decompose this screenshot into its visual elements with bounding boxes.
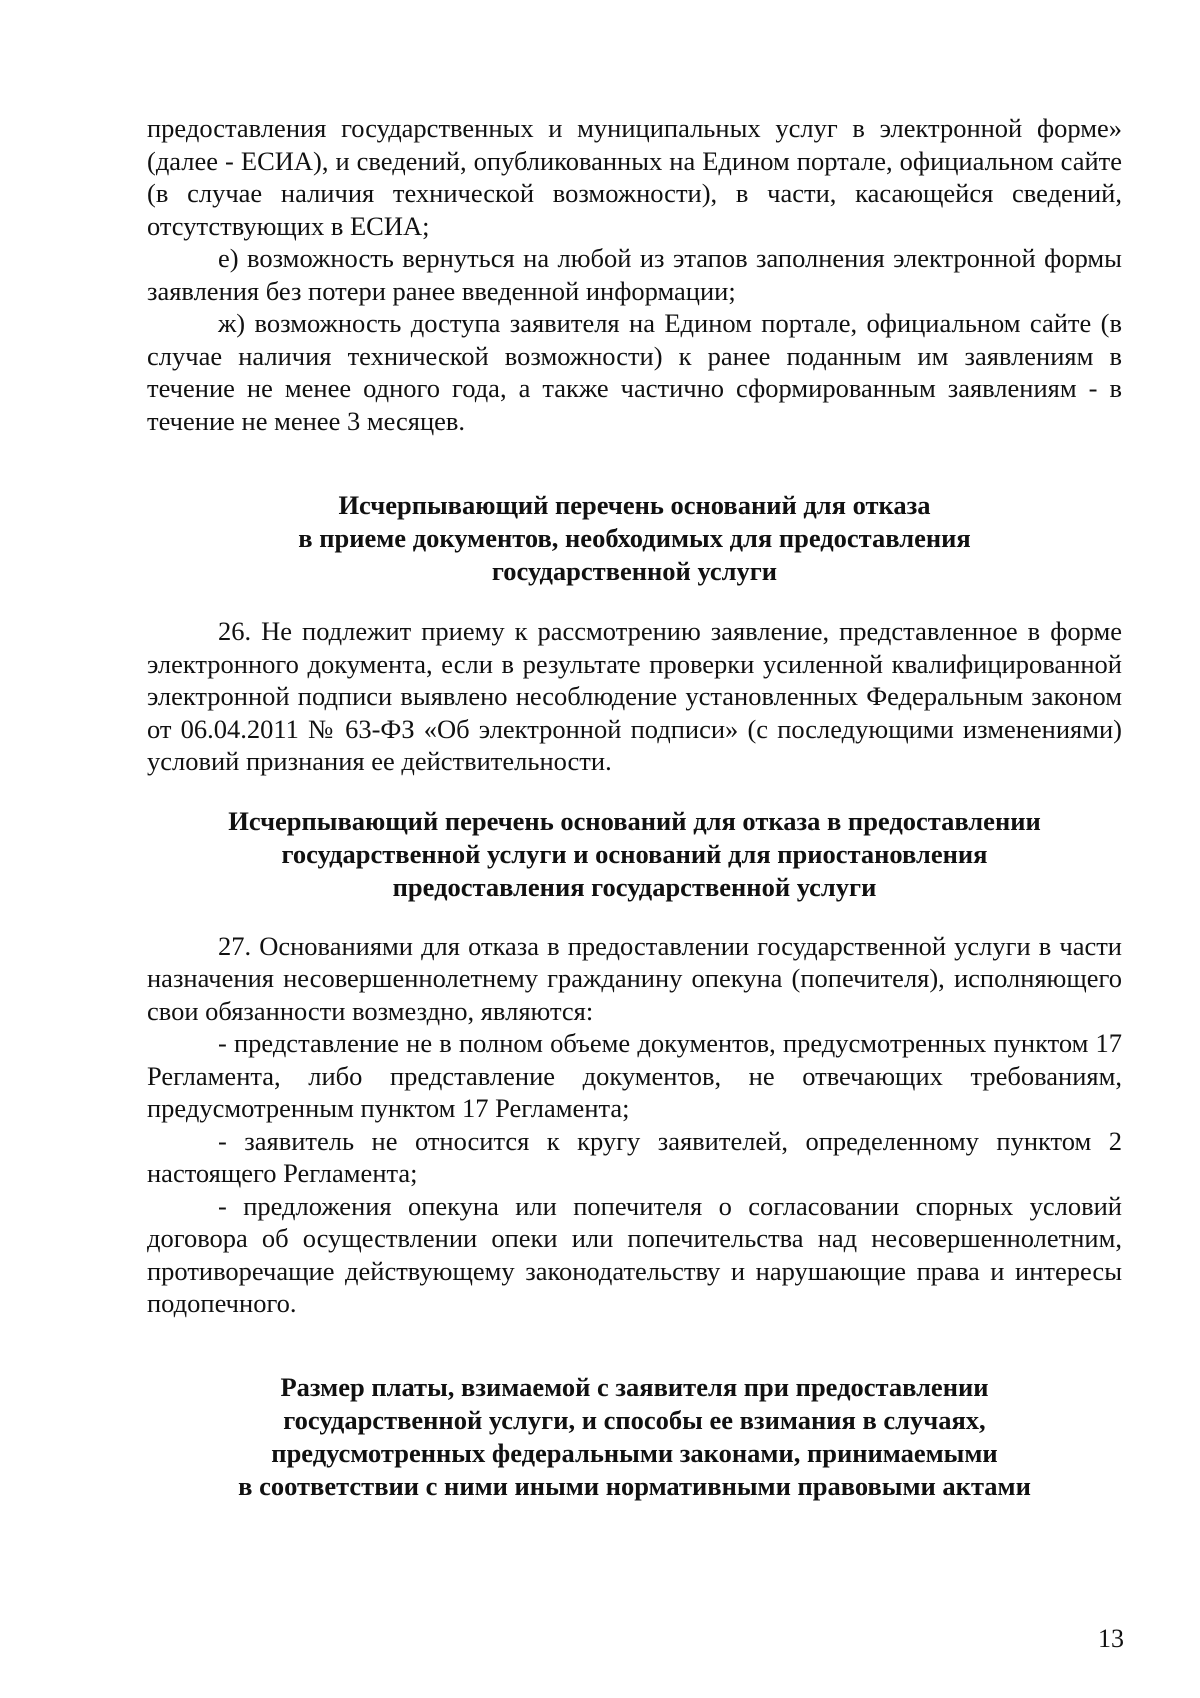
heading-line: Размер платы, взимаемой с заявителя при предоставлении: [280, 1371, 989, 1402]
spacer: [147, 1320, 1122, 1371]
page-content: [147, 112, 1122, 1503]
section-heading-fee: [147, 1371, 1122, 1503]
heading-line: Исчерпывающий перечень оснований для отказа в предоставлении: [228, 805, 1041, 836]
heading-line: предусмотренных федеральными законами, принимаемыми: [271, 1437, 998, 1468]
intro-continuation-paragraph: предоставления государственных и муниципальных услуг в электронной форме» (далее - ЕСИА), и сведений, опубликованных на Едином портале, официальном сайте (в случае наличия технической возможности), в части, касающейся сведений, отсутствующих в ЕСИА;: [147, 113, 1122, 241]
spacer: [147, 778, 1122, 805]
section-heading-refusal-acceptance: [147, 489, 1122, 588]
heading-line: Исчерпывающий перечень оснований для отказа: [338, 490, 931, 520]
spacer: [147, 904, 1122, 930]
bullet-item: - представление не в полном объеме документов, предусмотренных пунктом 17 Регламента, либо представление документов, не отвечающих требованиям, предусмотренным пунктом 17 Регламента;: [147, 1028, 1122, 1123]
section-heading-refusal-service: [147, 805, 1122, 904]
bullet-item: - предложения опекуна или попечителя о согласовании спорных условий договора об осуществлении опеки или попечительства над несовершеннолетним, противоречащие действующему законодательству и нарушающие права и интересы подопечного.: [147, 1190, 1122, 1318]
heading-line: государственной услуги и оснований для приостановления: [281, 838, 988, 869]
heading-line: предоставления государственной услуги: [392, 871, 877, 902]
paragraph-26: 26. Не подлежит приему к рассмотрению заявление, представленное в форме электронного документа, если в результате проверки усиленной квалифицированной электронной подписи выявлено несоблюдение установленных Федеральным законом от 06.04.2011 № 63-ФЗ «Об электронной подписи» (с последующими изменениями) условий признания ее действительности.: [147, 616, 1122, 776]
heading-line: государственной услуги, и способы ее взимания в случаях,: [283, 1404, 986, 1435]
list-item-zh: ж) возможность доступа заявителя на Едином портале, официальном сайте (в случае наличия технической возможности) к ранее поданным им заявлениям в течение не менее одного года, а также частично сформированным заявлениям - в течение не менее 3 месяцев.: [147, 308, 1122, 436]
spacer: [147, 437, 1122, 489]
spacer: [147, 588, 1122, 615]
heading-line: в приеме документов, необходимых для предоставления: [298, 523, 971, 553]
heading-line: государственной услуги: [491, 556, 778, 586]
bullet-item: - заявитель не относится к кругу заявителей, определенному пунктом 2 настоящего Регламента;: [147, 1125, 1122, 1188]
heading-line: в соответствии с ними иными нормативными правовыми актами: [238, 1470, 1031, 1501]
page-number: 13: [1098, 1624, 1124, 1653]
list-item-e: е) возможность вернуться на любой из этапов заполнения электронной формы заявления без потери ранее введенной информации;: [147, 243, 1122, 306]
paragraph-27: 27. Основаниями для отказа в предоставлении государственной услуги в части назначения несовершеннолетнему гражданину опекуна (попечителя), исполняющего свои обязанности возмездно, являются:: [147, 930, 1122, 1026]
